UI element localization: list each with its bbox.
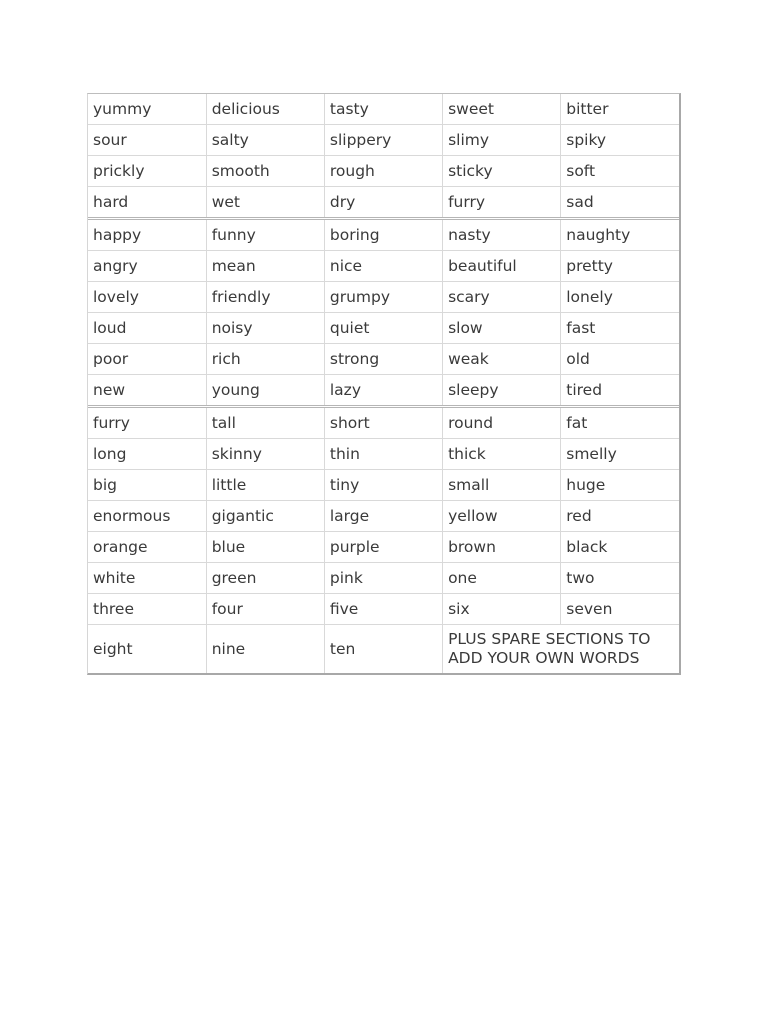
word-cell: four [206,594,324,625]
word-cell: soft [561,156,679,187]
word-cell: sweet [443,94,561,125]
word-cell: scary [443,282,561,313]
table-row [88,125,679,156]
word-cell: fat [561,407,679,439]
word-bank-table [88,94,679,673]
word-cell: two [561,563,679,594]
word-cell: seven [561,594,679,625]
word-cell: smelly [561,439,679,470]
word-cell: ten [324,625,442,674]
word-cell: sad [561,187,679,219]
word-cell: salty [206,125,324,156]
word-cell: bitter [561,94,679,125]
table-row [88,625,679,674]
word-cell: pretty [561,251,679,282]
word-cell: tired [561,375,679,407]
word-cell: rich [206,344,324,375]
word-cell: slimy [443,125,561,156]
word-cell: prickly [88,156,206,187]
word-cell: tiny [324,470,442,501]
word-cell: young [206,375,324,407]
word-cell: mean [206,251,324,282]
word-cell: gigantic [206,501,324,532]
word-cell: dry [324,187,442,219]
word-cell: black [561,532,679,563]
table-row [88,313,679,344]
word-cell: long [88,439,206,470]
word-cell: yummy [88,94,206,125]
word-cell: spiky [561,125,679,156]
table-row [88,439,679,470]
word-cell: grumpy [324,282,442,313]
table-row [88,94,679,125]
word-cell: one [443,563,561,594]
word-cell: three [88,594,206,625]
table-row [88,594,679,625]
table-row [88,156,679,187]
word-cell: rough [324,156,442,187]
table-row [88,375,679,407]
table-row [88,251,679,282]
table-row [88,282,679,313]
word-cell: wet [206,187,324,219]
word-cell: little [206,470,324,501]
word-cell: sleepy [443,375,561,407]
word-cell: nine [206,625,324,674]
word-cell: strong [324,344,442,375]
word-cell: nasty [443,219,561,251]
word-cell: beautiful [443,251,561,282]
word-cell: new [88,375,206,407]
word-cell: furry [88,407,206,439]
word-cell: purple [324,532,442,563]
word-cell: tall [206,407,324,439]
table-row [88,344,679,375]
table-row [88,470,679,501]
word-cell: sticky [443,156,561,187]
word-cell: sour [88,125,206,156]
word-cell: noisy [206,313,324,344]
table-row [88,532,679,563]
word-cell: small [443,470,561,501]
word-cell: fast [561,313,679,344]
word-cell: lazy [324,375,442,407]
table-row [88,219,679,251]
word-cell: happy [88,219,206,251]
word-bank-sheet [87,93,681,675]
table-row [88,501,679,532]
table-row [88,187,679,219]
word-cell: white [88,563,206,594]
word-cell: slow [443,313,561,344]
word-cell: eight [88,625,206,674]
word-cell: old [561,344,679,375]
word-cell: lonely [561,282,679,313]
word-cell: angry [88,251,206,282]
table-row [88,563,679,594]
word-cell: enormous [88,501,206,532]
spare-sections-note: PLUS SPARE SECTIONS TO ADD YOUR OWN WORDS [448,630,651,667]
word-cell: funny [206,219,324,251]
word-cell: weak [443,344,561,375]
word-cell: furry [443,187,561,219]
word-cell: short [324,407,442,439]
word-cell: pink [324,563,442,594]
word-cell: green [206,563,324,594]
word-cell: loud [88,313,206,344]
word-cell: naughty [561,219,679,251]
word-cell: red [561,501,679,532]
word-cell: nice [324,251,442,282]
word-cell: delicious [206,94,324,125]
word-cell: lovely [88,282,206,313]
word-cell: huge [561,470,679,501]
word-cell: five [324,594,442,625]
word-cell: brown [443,532,561,563]
word-cell: skinny [206,439,324,470]
word-cell: quiet [324,313,442,344]
word-cell: blue [206,532,324,563]
word-cell: orange [88,532,206,563]
word-bank-rows [88,94,679,673]
word-cell: slippery [324,125,442,156]
word-cell: thin [324,439,442,470]
word-cell: poor [88,344,206,375]
table-row [88,407,679,439]
word-cell: yellow [443,501,561,532]
word-cell: round [443,407,561,439]
word-cell: smooth [206,156,324,187]
word-cell: friendly [206,282,324,313]
word-cell: boring [324,219,442,251]
word-cell: six [443,594,561,625]
word-cell: thick [443,439,561,470]
word-cell: hard [88,187,206,219]
word-cell: big [88,470,206,501]
word-cell: large [324,501,442,532]
word-cell: tasty [324,94,442,125]
